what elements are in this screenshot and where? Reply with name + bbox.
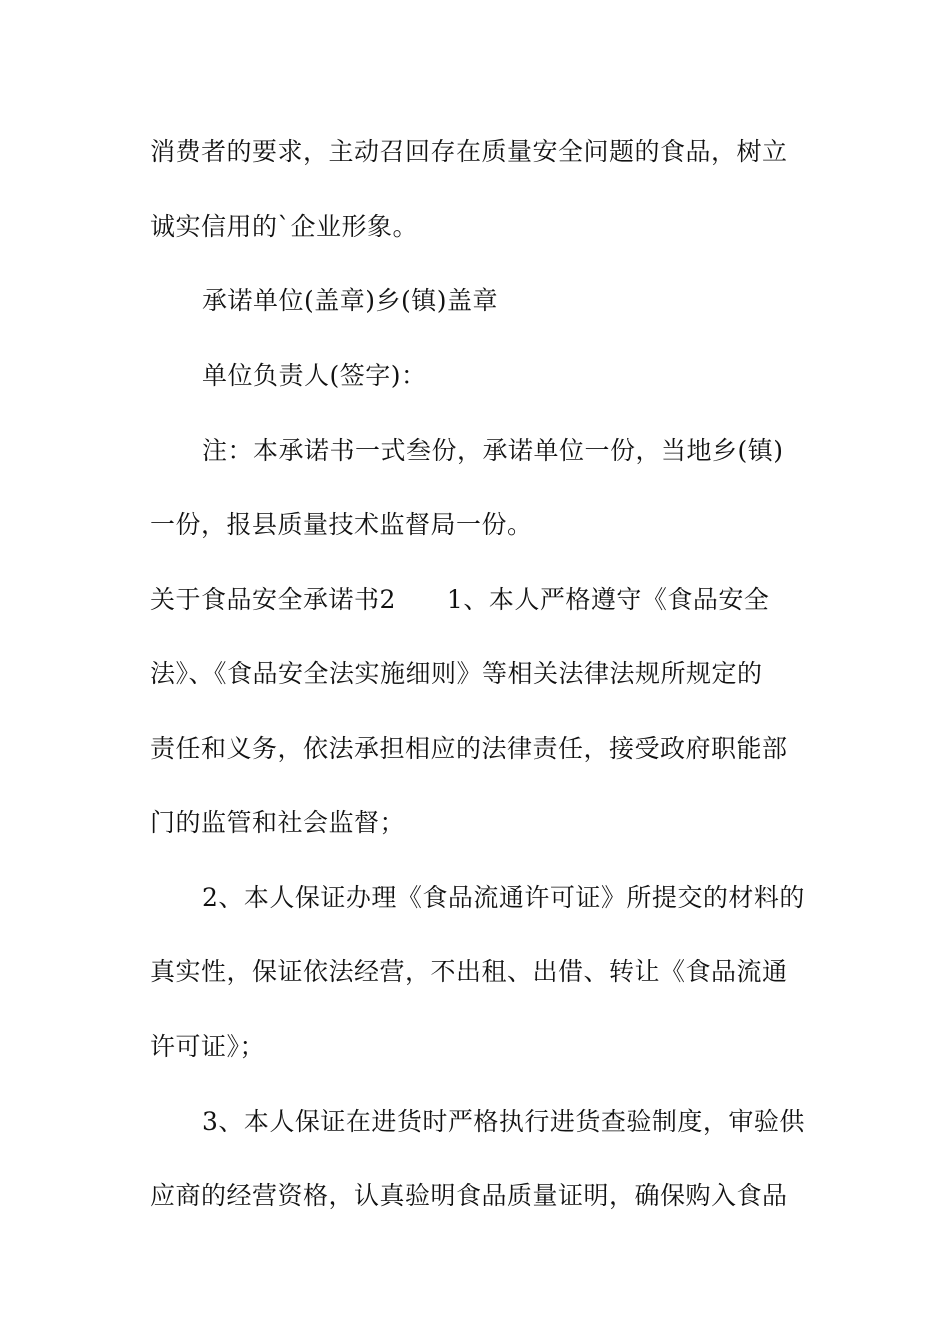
paragraph-line: 2、本人保证办理《食品流通许可证》所提交的材料的 (202, 883, 805, 912)
note-line: 注：本承诺书一式叁份，承诺单位一份，当地乡(镇) (202, 436, 784, 465)
paragraph-line: 门的监管和社会监督； (150, 808, 406, 837)
seal-line: 承诺单位(盖章)乡(镇)盖章 (202, 286, 499, 315)
paragraph-line: 消费者的要求，主动召回存在质量安全问题的食品，树立 (150, 137, 788, 166)
paragraph-line: 真实性，保证依法经营，不出租、出借、转让《食品流通 (150, 957, 788, 986)
paragraph-line: 应商的经营资格，认真验明食品质量证明，确保购入食品 (150, 1181, 788, 1210)
paragraph-line: 3、本人保证在进货时严格执行进货查验制度，审验供 (202, 1107, 805, 1136)
paragraph-line: 责任和义务，依法承担相应的法律责任，接受政府职能部 (150, 734, 788, 763)
paragraph-line: 法》、《食品安全法实施细则》等相关法律法规所规定的 (150, 659, 763, 688)
paragraph-line: 诚实信用的`企业形象。 (150, 212, 419, 241)
signature-line: 单位负责人(签字)： (202, 361, 427, 390)
note-line: 一份，报县质量技术监督局一份。 (150, 510, 533, 539)
paragraph-line: 许可证》； (150, 1032, 266, 1061)
section-title-line: 关于食品安全承诺书2 1、本人严格遵守《食品安全 (150, 585, 770, 614)
